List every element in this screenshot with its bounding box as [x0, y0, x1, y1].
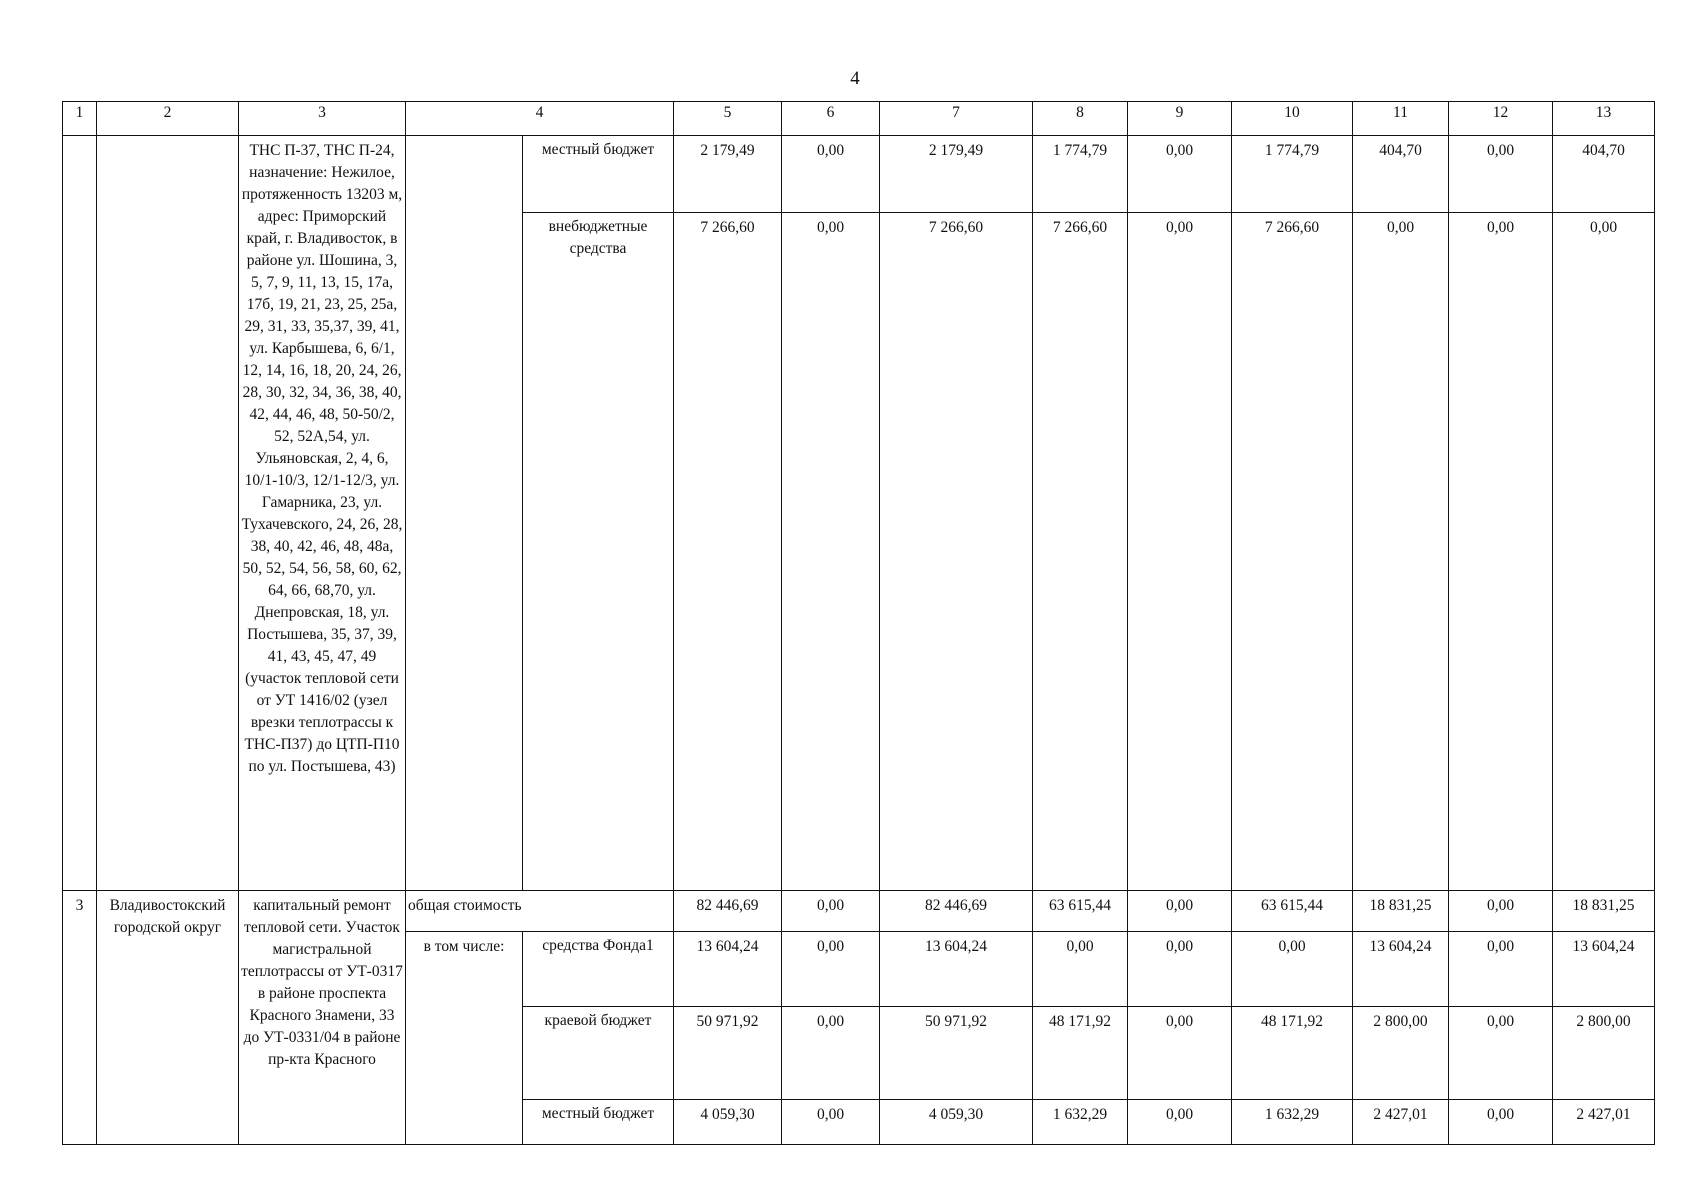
value-cell: 13 604,24	[880, 932, 1033, 1007]
empty-cell	[406, 136, 523, 891]
value-cell: 48 171,92	[1033, 1007, 1128, 1100]
value-cell: 1 774,79	[1033, 136, 1128, 213]
header-cell: 3	[239, 102, 406, 136]
header-cell: 8	[1033, 102, 1128, 136]
value-cell: 404,70	[1553, 136, 1655, 213]
value-cell: 2 800,00	[1353, 1007, 1449, 1100]
object-description: капитальный ремонт тепловой сети. Участок магистральной теплотрассы от УТ-0317 в районе проспекта Красного Знамени, 33 до УТ-0331/04 в районе пр-кта Красного	[239, 891, 406, 1145]
funding-source: внебюджетные средства	[523, 213, 674, 891]
value-cell: 1 632,29	[1033, 1100, 1128, 1145]
value-cell: 0,00	[1449, 1100, 1553, 1145]
value-cell: 4 059,30	[674, 1100, 782, 1145]
header-cell: 11	[1353, 102, 1449, 136]
value-cell: 0,00	[1128, 891, 1232, 932]
value-cell: 0,00	[1449, 213, 1553, 891]
value-cell: 0,00	[782, 136, 880, 213]
value-cell: 0,00	[1128, 136, 1232, 213]
value-cell: 0,00	[1449, 891, 1553, 932]
value-cell: 50 971,92	[880, 1007, 1033, 1100]
value-cell: 0,00	[1128, 1100, 1232, 1145]
page-number: 4	[850, 68, 860, 89]
value-cell: 0,00	[1353, 213, 1449, 891]
value-cell: 2 179,49	[880, 136, 1033, 213]
header-cell: 1	[63, 102, 97, 136]
value-cell: 50 971,92	[674, 1007, 782, 1100]
value-cell: 7 266,60	[674, 213, 782, 891]
value-cell: 82 446,69	[674, 891, 782, 932]
value-cell: 0,00	[1553, 213, 1655, 891]
value-cell: 7 266,60	[1232, 213, 1353, 891]
value-cell: 2 179,49	[674, 136, 782, 213]
value-cell: 0,00	[1232, 932, 1353, 1007]
funding-source: местный бюджет	[523, 1100, 674, 1145]
value-cell: 0,00	[1449, 136, 1553, 213]
value-cell: 18 831,25	[1553, 891, 1655, 932]
value-cell: 0,00	[782, 932, 880, 1007]
including-label: в том числе:	[406, 932, 523, 1145]
index-cell: 3	[63, 891, 97, 1145]
header-cell: 2	[97, 102, 239, 136]
value-cell: 4 059,30	[880, 1100, 1033, 1145]
header-cell: 7	[880, 102, 1033, 136]
index-cell	[63, 136, 97, 891]
object-description: ТНС П-37, ТНС П-24, назначение: Нежилое, протяженность 13203 м, адрес: Приморский край, г. Владивосток, в районе ул. Шошина, 3, 5, 7, 9, 11, 13, 15, 17а, 17б, 19, 21, 23, 25, 25а, 29, 31, 33, 35,37, 39, 41, ул. Карбышева, 6, 6/1, 12, 14, 16, 18, 20, 24, 26, 28, 30, 32, 34, 36, 38, 40, 42, 44, 46, 48, 50-50/2, 52, 52А,54, ул. Ульяновская, 2, 4, 6, 10/1-10/3, 12/1-12/3, ул. Гамарника, 23, ул. Тухачевского, 24, 26, 28, 38, 40, 42, 46, 48, 48а, 50, 52, 54, 56, 58, 60, 62, 64, 66, 68,70, ул. Днепровская, 18, ул. Постышева, 35, 37, 39, 41, 43, 45, 47, 49 (участок тепловой сети от УТ 1416/02 (узел врезки теплотрассы к ТНС-П37) до ЦТП-П10 по ул. Постышева, 43)	[239, 136, 406, 891]
value-cell: 63 615,44	[1033, 891, 1128, 932]
municipality-cell	[97, 136, 239, 891]
value-cell: 48 171,92	[1232, 1007, 1353, 1100]
header-cell: 10	[1232, 102, 1353, 136]
value-cell: 63 615,44	[1232, 891, 1353, 932]
value-cell: 13 604,24	[674, 932, 782, 1007]
value-cell: 2 427,01	[1553, 1100, 1655, 1145]
value-cell: 404,70	[1353, 136, 1449, 213]
funding-table	[62, 101, 1655, 1145]
value-cell: 0,00	[1449, 1007, 1553, 1100]
table-row	[63, 136, 1655, 213]
value-cell: 0,00	[1128, 932, 1232, 1007]
value-cell: 13 604,24	[1353, 932, 1449, 1007]
header-cell: 13	[1553, 102, 1655, 136]
total-cost-label: общая стоимость	[406, 891, 674, 932]
value-cell: 2 800,00	[1553, 1007, 1655, 1100]
header-cell: 4	[406, 102, 674, 136]
header-cell: 9	[1128, 102, 1232, 136]
municipality-cell: Владивостокский городской округ	[97, 891, 239, 1145]
value-cell: 2 427,01	[1353, 1100, 1449, 1145]
value-cell: 0,00	[782, 213, 880, 891]
value-cell: 0,00	[1128, 1007, 1232, 1100]
value-cell: 0,00	[1128, 213, 1232, 891]
value-cell: 82 446,69	[880, 891, 1033, 932]
funding-source: краевой бюджет	[523, 1007, 674, 1100]
value-cell: 18 831,25	[1353, 891, 1449, 932]
header-cell: 5	[674, 102, 782, 136]
value-cell: 0,00	[782, 1007, 880, 1100]
funding-source: местный бюджет	[523, 136, 674, 213]
value-cell: 7 266,60	[1033, 213, 1128, 891]
value-cell: 1 774,79	[1232, 136, 1353, 213]
header-cell: 12	[1449, 102, 1553, 136]
value-cell: 0,00	[782, 1100, 880, 1145]
value-cell: 0,00	[1033, 932, 1128, 1007]
table-row	[63, 891, 1655, 932]
value-cell: 1 632,29	[1232, 1100, 1353, 1145]
value-cell: 0,00	[782, 891, 880, 932]
header-cell: 6	[782, 102, 880, 136]
funding-source: средства Фонда1	[523, 932, 674, 1007]
value-cell: 13 604,24	[1553, 932, 1655, 1007]
header-row	[63, 102, 1655, 136]
value-cell: 7 266,60	[880, 213, 1033, 891]
value-cell: 0,00	[1449, 932, 1553, 1007]
